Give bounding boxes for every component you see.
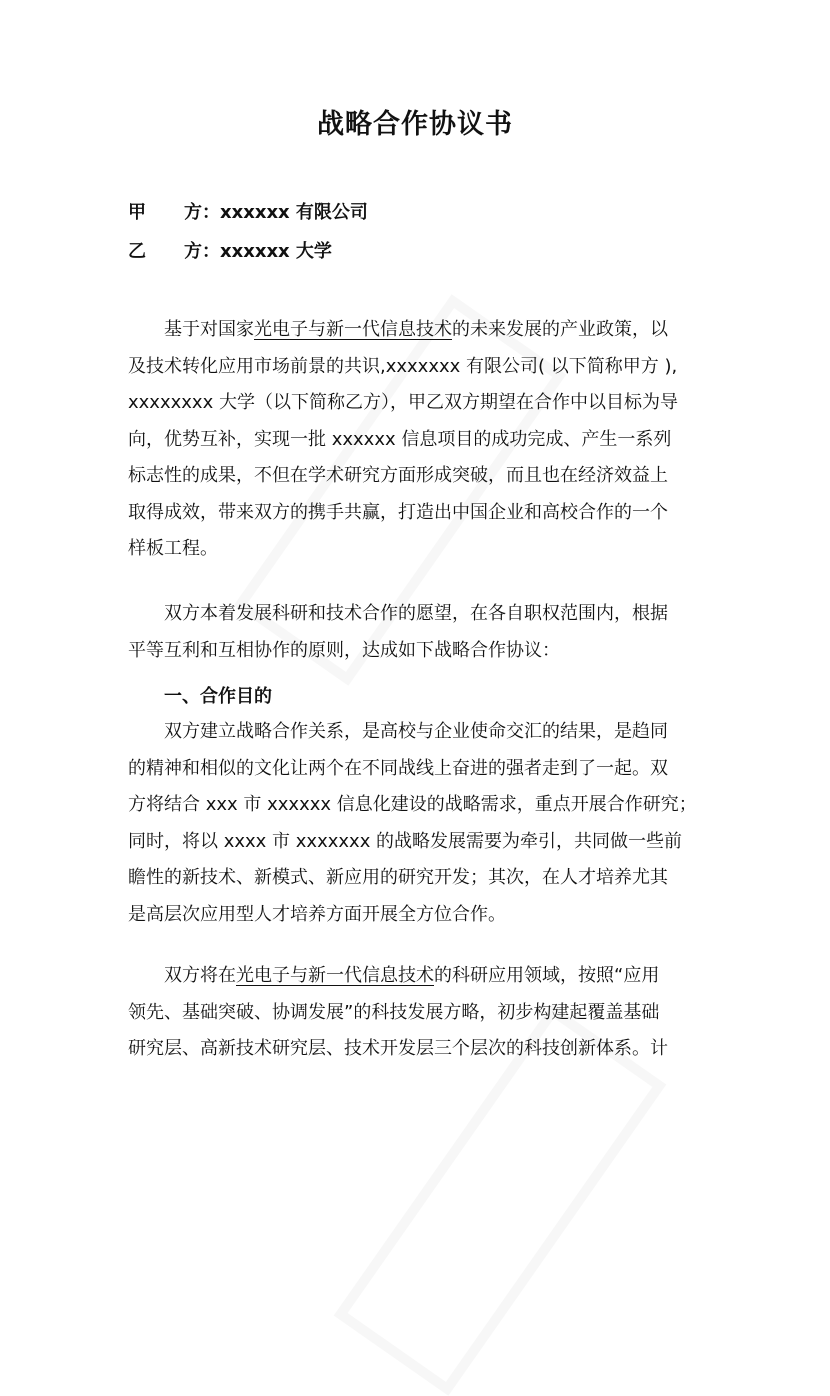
- paragraph-1: [128, 312, 708, 568]
- paragraph-line: 双方建立战略合作关系，是高校与企业使命交汇的结果，是趋同: [164, 721, 668, 742]
- party-a: [128, 198, 368, 224]
- party-b: [128, 237, 332, 263]
- paragraph-line: 基于对国家光电子与新一代信息技术的未来发展的产业政策，以: [164, 319, 668, 340]
- paragraph-line: 方将结合 xxx 市 xxxxxx 信息化建设的战略需求，重点开展合作研究；: [128, 794, 697, 815]
- paragraph-line: xxxxxxxx 大学（以下简称乙方），甲乙双方期望在合作中以目标为导: [128, 392, 678, 413]
- paragraph-line: 向，优势互补，实现一批 xxxxxx 信息项目的成功完成、产生一系列: [128, 428, 672, 450]
- paragraph-3: [128, 714, 708, 933]
- paragraph-4: [128, 958, 708, 1068]
- underlined-term: 光电子与新一代信息技术: [254, 319, 452, 340]
- paragraph-line: 是高层次应用型人才培养方面开展全方位合作。: [128, 903, 506, 925]
- paragraph-line: 取得成效，带来双方的携手共赢，打造出中国企业和高校合作的一个: [128, 501, 668, 523]
- party-b-name: 方：xxxxxx 大学: [184, 241, 332, 262]
- paragraph-line: 研究层、高新技术研究层、技术开发层三个层次的科技创新体系。计: [128, 1038, 668, 1059]
- paragraph-line: 平等互利和互相协作的原则，达成如下战略合作协议：: [128, 639, 560, 661]
- paragraph-line: 的精神和相似的文化让两个在不同战线上奋进的强者走到了一起。双: [128, 757, 668, 779]
- paragraph-line: 双方本着发展科研和技术合作的愿望，在各自职权范围内，根据: [164, 603, 668, 624]
- paragraph-line: 瞻性的新技术、新模式、新应用的研究开发；其次，在人才培养尤其: [128, 867, 668, 888]
- paragraph-line: 领先、基础突破、协调发展”的科技发展方略，初步构建起覆盖基础: [128, 1001, 660, 1023]
- paragraph-line: 双方将在光电子与新一代信息技术的科研应用领域，按照“应用: [164, 965, 660, 986]
- paragraph-line: 标志性的成果，不但在学术研究方面形成突破，而且也在经济效益上: [128, 465, 668, 486]
- paragraph-2: [128, 596, 708, 669]
- party-a-label: 甲: [128, 202, 146, 223]
- paragraph-line: 及技术转化应用市场前景的共识,xxxxxxx 有限公司( 以下简称甲方 ),: [128, 355, 678, 377]
- section-heading: 一、合作目的: [164, 686, 272, 707]
- paragraph-line: 同时，将以 xxxx 市 xxxxxxx 的战略发展需要为牵引，共同做一些前: [128, 830, 683, 852]
- party-a-name: 方：xxxxxx 有限公司: [184, 202, 368, 223]
- paragraph-line: 样板工程。: [128, 538, 218, 559]
- party-b-label: 乙: [128, 241, 146, 262]
- underlined-term: 光电子与新一代信息技术: [236, 965, 434, 986]
- document-title: 战略合作协议书: [317, 109, 513, 140]
